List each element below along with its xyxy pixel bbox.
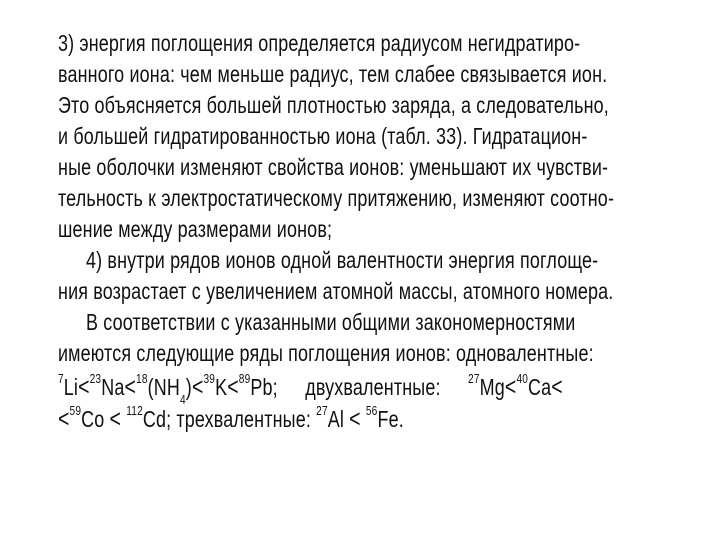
nh4-open: (NH — [147, 374, 181, 400]
text-line-2-content: ванного иона: чем меньше радиус, тем слабее связывается ион. — [58, 61, 608, 87]
pb-mass: 89 — [238, 371, 251, 387]
formula-line-2 — [58, 403, 404, 433]
pb-symbol: Pb; — [250, 374, 278, 400]
text-line-6 — [58, 185, 614, 211]
formula-line-1 — [58, 371, 563, 407]
less-than-5: < — [504, 373, 517, 401]
nh4-mass: 18 — [136, 371, 148, 387]
co-symbol: Co — [81, 406, 105, 432]
trivalent-label: трехвалентные: — [176, 406, 312, 432]
text-line-3-content: Это объясняется большей плотностью заряда, а следовательно, — [58, 92, 609, 118]
text-line-6-content: тельность к электростатическому притяжению, изменяют соотно- — [58, 185, 615, 211]
less-than-6: < — [551, 373, 563, 401]
fe-mass: 56 — [365, 403, 378, 419]
less-than-2: < — [124, 373, 137, 401]
cd-symbol: Cd; — [142, 406, 172, 432]
k-symbol: K — [215, 374, 228, 400]
less-than-3: < — [191, 373, 204, 401]
text-line-5-content: ные оболочки изменяют свойства ионов: уменьшают их чувстви- — [58, 154, 609, 180]
cd-mass: 112 — [126, 403, 143, 419]
less-than-8: < — [109, 405, 122, 433]
text-line-11 — [58, 340, 594, 366]
document-page — [58, 30, 672, 500]
text-line-4-content: и большей гидратированностью иона (табл. 33). Гидратацион- — [58, 123, 588, 149]
less-than-4: < — [227, 373, 239, 401]
k-mass: 39 — [203, 371, 216, 387]
text-line-10-content: В соответствии с указанными общими закономерностями — [86, 309, 576, 335]
text-line-8-content: 4) внутри рядов ионов одной валентности энергия поглоще- — [86, 247, 599, 273]
mg-symbol: Mg — [479, 374, 505, 400]
less-than-9: < — [349, 405, 361, 433]
al-mass: 27 — [316, 403, 328, 419]
text-line-10 — [86, 309, 575, 335]
text-line-4 — [58, 123, 588, 149]
li-symbol: Li — [63, 374, 79, 400]
text-line-7 — [58, 216, 332, 242]
fe-symbol: Fe. — [377, 406, 404, 432]
less-than-7: < — [58, 405, 70, 433]
na-symbol: Na — [101, 374, 125, 400]
ca-symbol: Ca — [528, 374, 552, 400]
text-line-7-content: шение между размерами ионов; — [58, 216, 333, 242]
text-line-3 — [58, 92, 609, 118]
text-line-5 — [58, 154, 608, 180]
na-mass: 23 — [89, 371, 102, 387]
al-symbol: Al — [327, 406, 345, 432]
li-mass: 7 — [58, 371, 64, 387]
less-than-1: < — [78, 373, 90, 401]
text-line-8 — [86, 247, 598, 273]
text-line-2 — [58, 61, 607, 87]
text-line-9-content: ния возрастает с увеличением атомной массы, атомного номера. — [58, 278, 614, 304]
text-line-11-content: имеются следующие ряды поглощения ионов: одновалентные: — [58, 340, 594, 366]
ca-mass: 40 — [516, 371, 529, 387]
nh4-subscript: 4 — [180, 391, 186, 407]
text-line-1 — [58, 30, 672, 56]
mg-mass: 27 — [468, 371, 480, 387]
text-line-1-content: 3) энергия поглощения определяется радиусом негидратиро- — [58, 30, 581, 56]
nh4-close: ) — [185, 374, 192, 400]
text-line-9 — [58, 278, 613, 304]
bivalent-label: двухвалентные: — [305, 374, 441, 400]
co-mass: 59 — [69, 403, 82, 419]
